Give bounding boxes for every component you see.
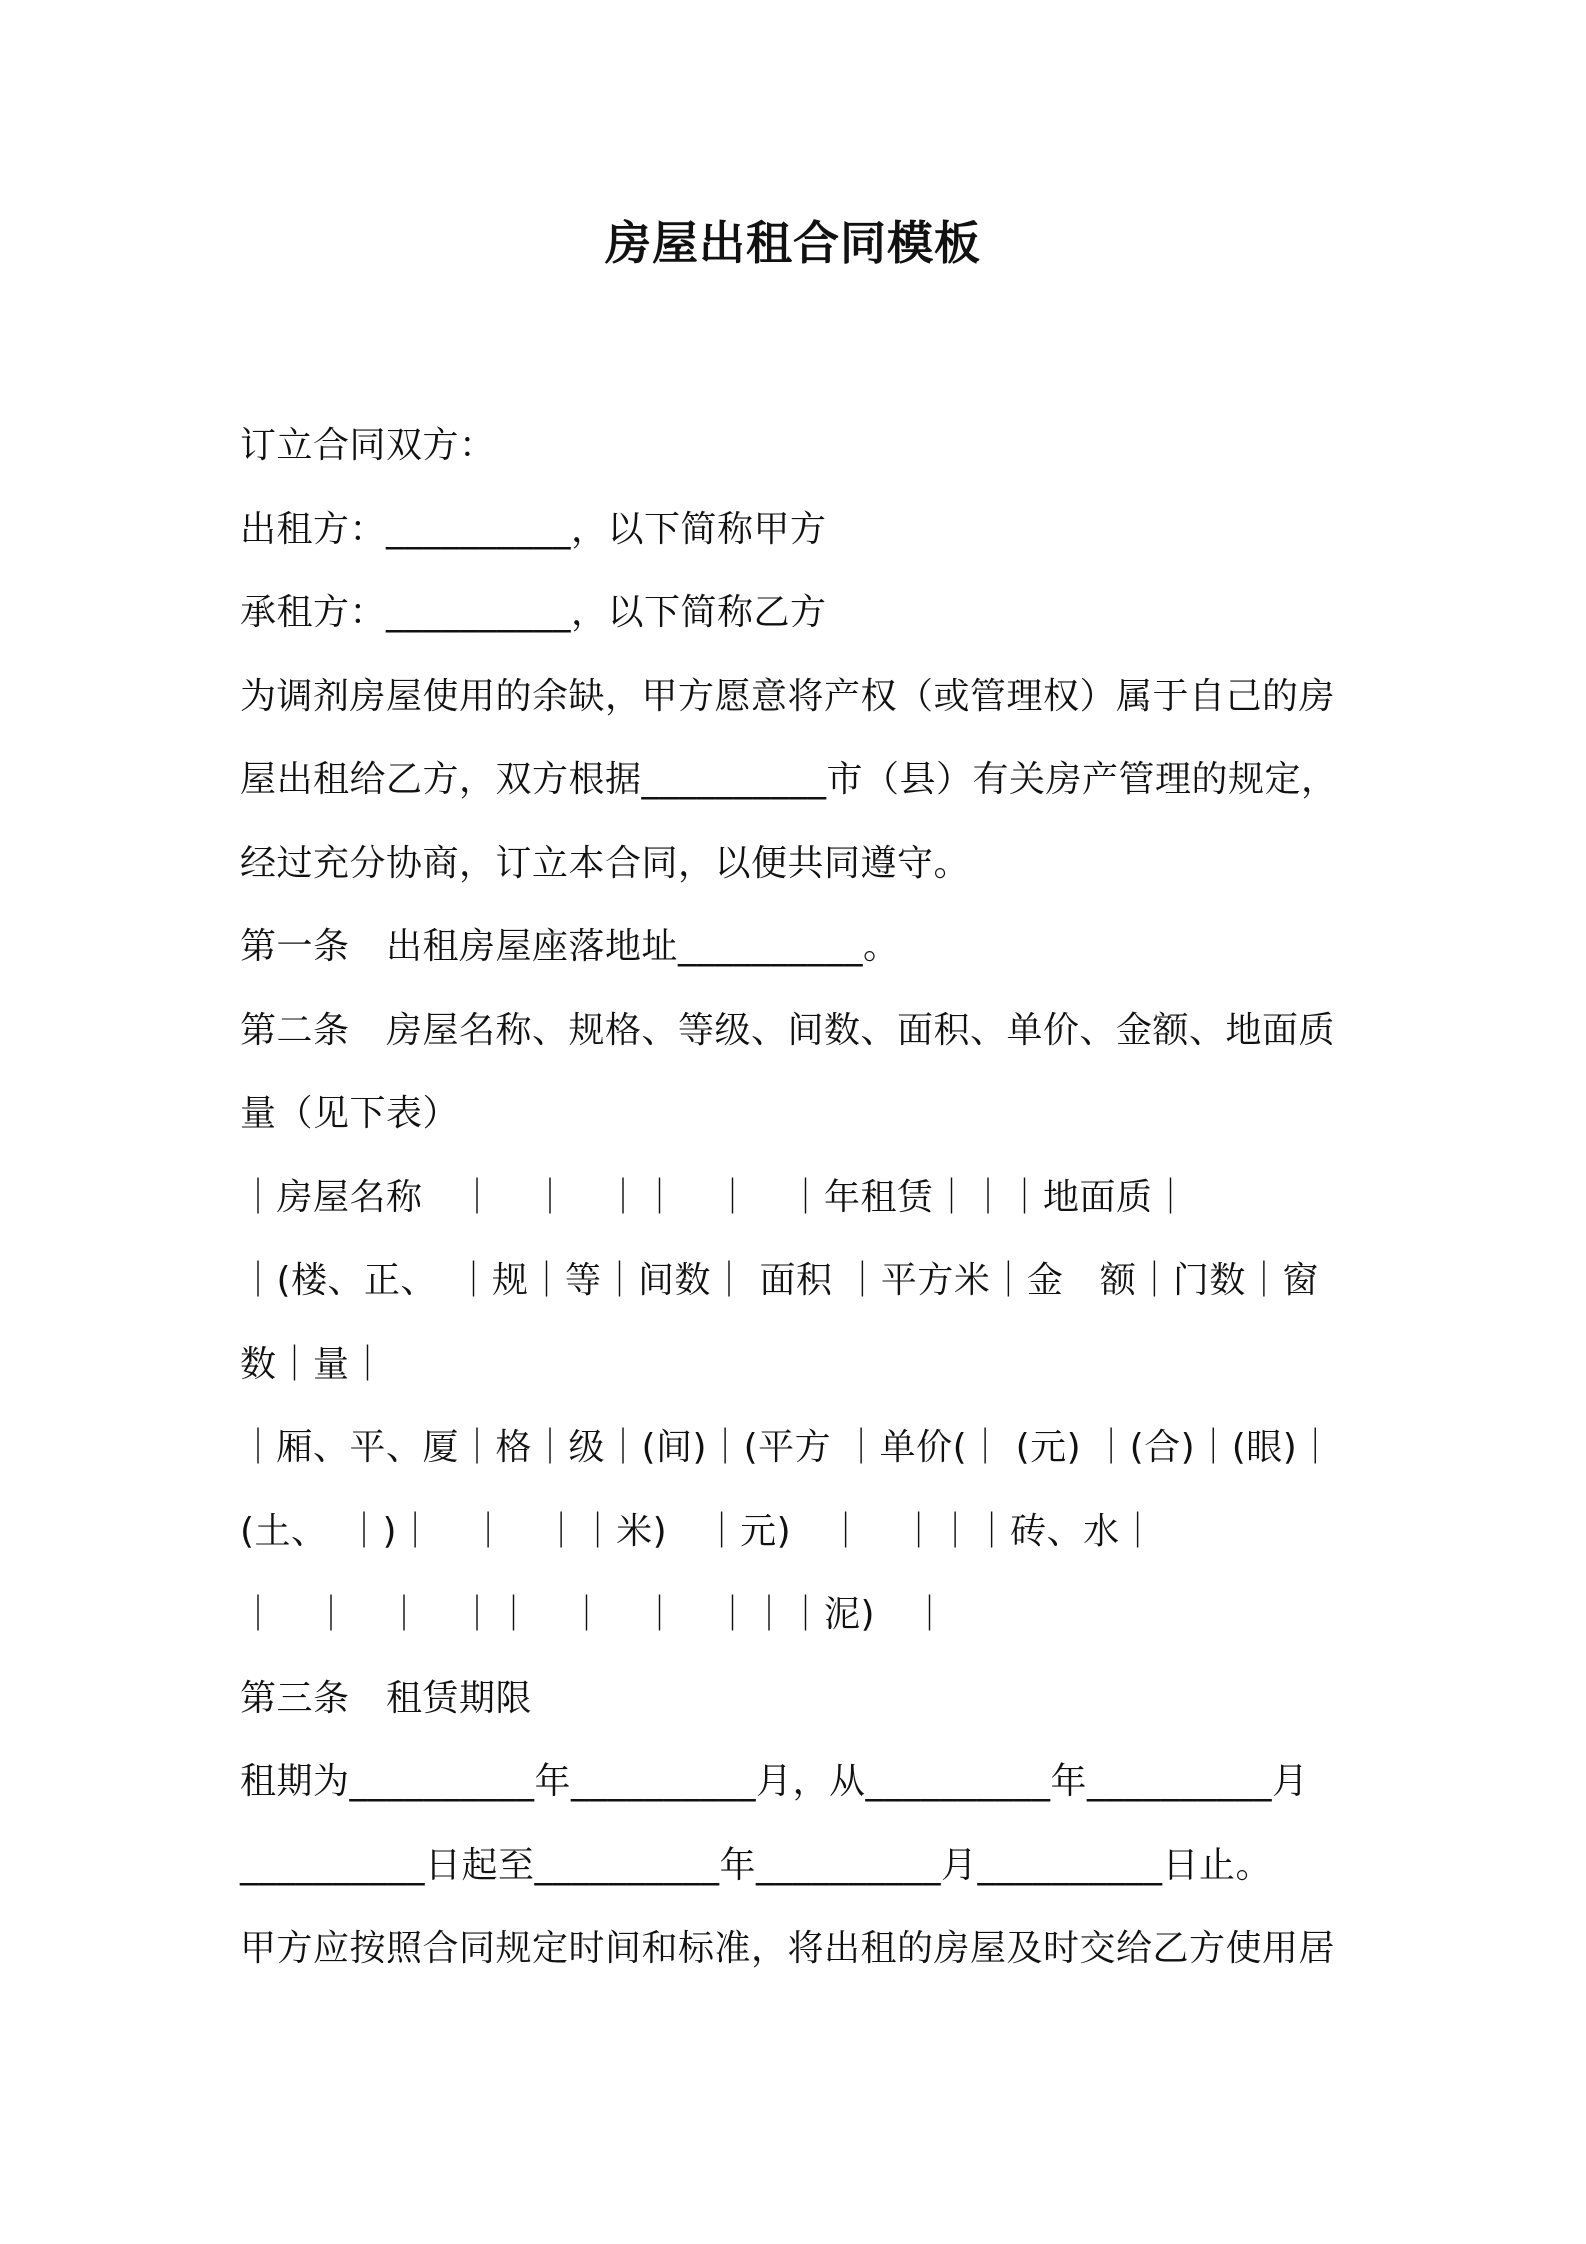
article-3-heading: 第三条 租赁期限 [240, 1677, 533, 1719]
document-title: 房屋出租合同模板 [605, 216, 981, 270]
article-1: 第一条 出租房屋座落地址__________。 [240, 926, 900, 967]
document-body [240, 404, 1360, 1991]
article-2-line-1: 第二条 房屋名称、规格、等级、间数、面积、单价、金额、地面质 [240, 1009, 1336, 1051]
lessee-line: 承租方：__________，以下简称乙方 [240, 592, 827, 633]
table-text-row-2: ｜(楼、正、 ｜规｜等｜间数｜ 面积 ｜平方米｜金 额｜门数｜窗 [240, 1260, 1319, 1301]
preamble-line-2: 屋出租给乙方，双方根据__________市（县）有关房产管理的规定， [240, 759, 1338, 800]
lease-term-line-1: 租期为__________年__________月，从__________年__________月 [240, 1761, 1309, 1802]
table-text-row-4: ｜厢、平、厦｜格｜级｜(间)｜(平方 ｜单价(｜ (元) ｜(合)｜(眼)｜ [240, 1427, 1334, 1468]
table-text-row-1: ｜房屋名称 ｜ ｜ ｜｜ ｜ ｜年租赁｜｜｜地面质｜ [240, 1176, 1190, 1218]
article-2-line-2: 量（见下表） [240, 1093, 460, 1134]
lease-term-line-2: __________日起至__________年__________月__________日止。 [240, 1844, 1273, 1886]
parties-heading: 订立合同双方： [240, 425, 496, 466]
table-text-row-3: 数｜量｜ [240, 1343, 387, 1385]
preamble-line-3: 经过充分协商，订立本合同，以便共同遵守。 [240, 842, 971, 884]
preamble-line-1: 为调剂房屋使用的余缺，甲方愿意将产权（或管理权）属于自己的房 [240, 675, 1336, 717]
delivery-clause-line: 甲方应按照合同规定时间和标准，将出租的房屋及时交给乙方使用居 [240, 1928, 1336, 1969]
lessor-line: 出租方：__________，以下简称甲方 [240, 508, 827, 550]
table-text-row-6: ｜ ｜ ｜ ｜｜ ｜ ｜ ｜｜｜泥) ｜ [240, 1594, 949, 1635]
table-text-row-5: (土、 ｜)｜ ｜ ｜｜米) ｜元) ｜ ｜｜｜砖、水｜ [240, 1510, 1157, 1552]
